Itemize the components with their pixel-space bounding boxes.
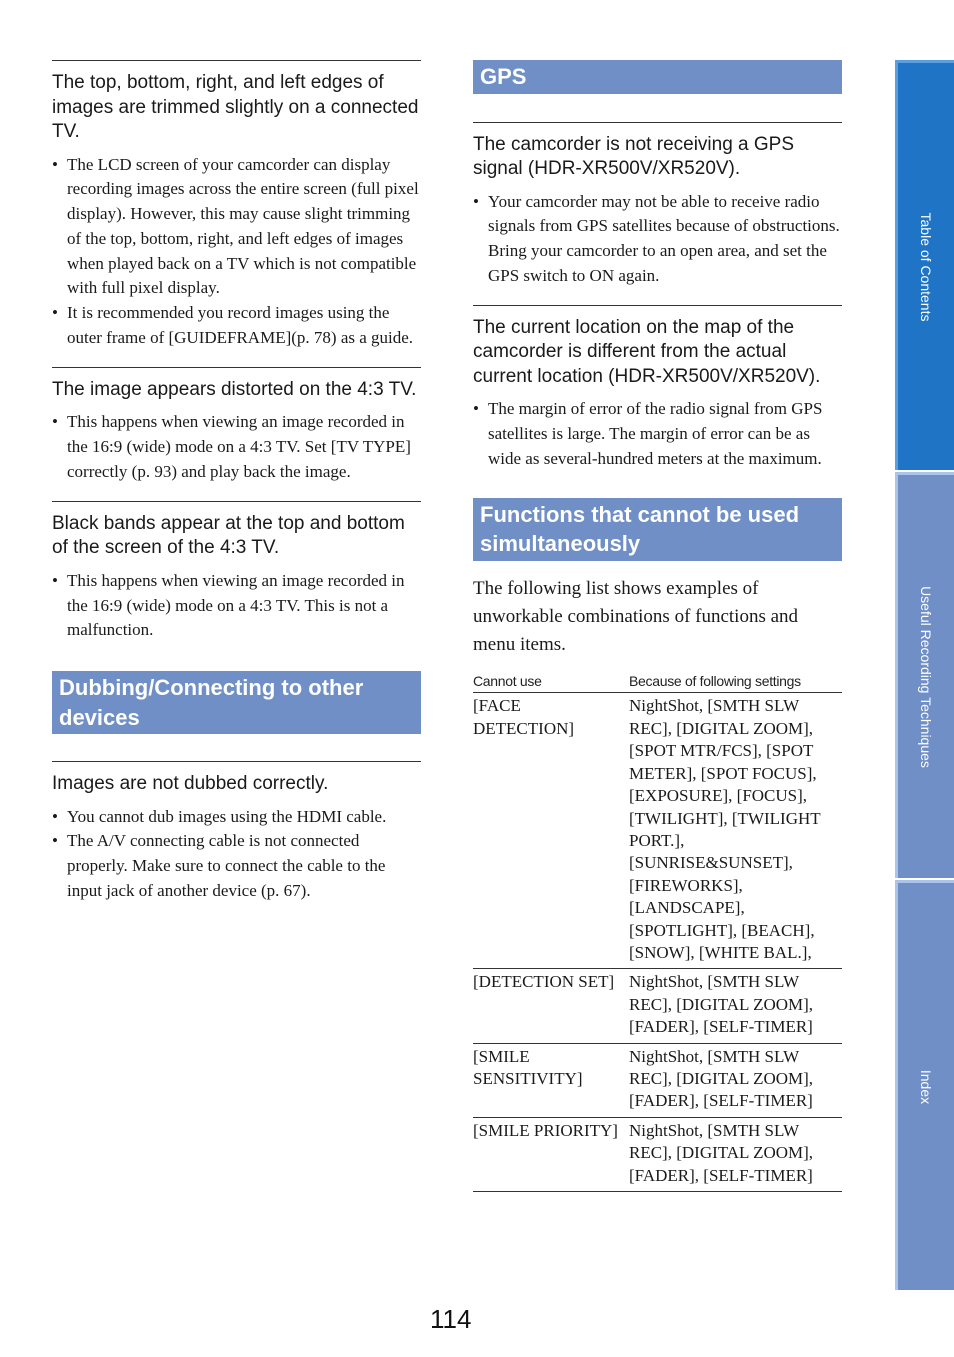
bullet-list bbox=[52, 410, 421, 484]
table-header-row bbox=[473, 673, 842, 693]
intro-paragraph: The following list shows examples of unworkable combinations of functions and menu items. bbox=[473, 577, 799, 656]
qa-gps-signal bbox=[473, 122, 842, 289]
qa-title: Images are not dubbed correctly. bbox=[52, 773, 329, 795]
tab-useful-recording-techniques[interactable] bbox=[895, 472, 954, 878]
table-cell: [SMILE SENSITIVITY] bbox=[473, 1043, 629, 1117]
qa-trimmed-edges bbox=[52, 60, 421, 351]
page-number: 114 bbox=[430, 1304, 472, 1334]
bullet-item: • You cannot dub images using the HDMI cable. bbox=[52, 805, 421, 830]
left-column bbox=[52, 60, 421, 920]
qa-gps-location bbox=[473, 305, 842, 472]
combinations-table bbox=[473, 673, 842, 1192]
table-cell: [SMILE PRIORITY] bbox=[473, 1117, 629, 1191]
table-cell: [FACE DETECTION] bbox=[473, 693, 629, 969]
bullet-item: • Your camcorder may not be able to receive radio signals from GPS satellites because of obstructions. Bring your camcorder to an open area, and set the GPS switch to ON again. bbox=[473, 190, 842, 289]
table-cell: NightShot, [SMTH SLW REC], [DIGITAL ZOOM], [FADER], [SELF-TIMER] bbox=[629, 1043, 842, 1117]
qa-title: Black bands appear at the top and bottom of the screen of the 4:3 TV. bbox=[52, 512, 405, 559]
tab-label: Table of Contents bbox=[918, 212, 934, 321]
qa-title: The image appears distorted on the 4:3 TV. bbox=[52, 378, 417, 400]
qa-title: The current location on the map of the camcorder is different from the actual current location (HDR-XR500V/XR520V). bbox=[473, 316, 821, 387]
bullet-list bbox=[52, 569, 421, 643]
tab-label: Useful Recording Techniques bbox=[918, 585, 934, 768]
column-header: Cannot use bbox=[473, 673, 629, 693]
qa-title: The camcorder is not receiving a GPS signal (HDR-XR500V/XR520V). bbox=[473, 133, 795, 179]
section-header-gps: GPS bbox=[473, 60, 842, 94]
bullet-item: • The A/V connecting cable is not connected properly. Make sure to connect the cable to the input jack of another device (p. 67). bbox=[52, 829, 421, 903]
bullet-item: • It is recommended you record images using the outer frame of [GUIDEFRAME](p. 78) as a guide. bbox=[52, 301, 421, 351]
bullet-item: • The margin of error of the radio signal from GPS satellites is large. The margin of error can be as wide as several-hundred meters at the maximum. bbox=[473, 397, 842, 471]
bullet-list bbox=[473, 397, 842, 471]
table-cell: [DETECTION SET] bbox=[473, 969, 629, 1043]
bullet-list bbox=[473, 190, 842, 289]
bullet-list bbox=[52, 153, 421, 351]
table-row bbox=[473, 1117, 842, 1191]
bullet-item: • This happens when viewing an image recorded in the 16:9 (wide) mode on a 4:3 TV. Set [TV TYPE] correctly (p. 93) and play back the image. bbox=[52, 410, 421, 484]
bullet-item: • The LCD screen of your camcorder can display recording images across the entire screen (full pixel display). However, this may cause slight trimming of the top, bottom, right, and left edges of images when played back on a TV which is not compatible with full pixel display. bbox=[52, 153, 421, 302]
tab-index[interactable] bbox=[895, 880, 954, 1290]
bullet-list bbox=[52, 805, 421, 904]
section-header-functions: Functions that cannot be used simultaneously bbox=[473, 498, 842, 561]
tab-label: Index bbox=[918, 1069, 934, 1104]
qa-black-bands bbox=[52, 501, 421, 643]
table-row bbox=[473, 1043, 842, 1117]
section-header-dubbing: Dubbing/Connecting to other devices bbox=[52, 671, 421, 734]
qa-title: The top, bottom, right, and left edges of images are trimmed slightly on a connected TV. bbox=[52, 72, 419, 142]
table-row bbox=[473, 693, 842, 969]
table-cell: NightShot, [SMTH SLW REC], [DIGITAL ZOOM], [FADER], [SELF-TIMER] bbox=[629, 969, 842, 1043]
bullet-item: • This happens when viewing an image recorded in the 16:9 (wide) mode on a 4:3 TV. This is not a malfunction. bbox=[52, 569, 421, 643]
table-cell: NightShot, [SMTH SLW REC], [DIGITAL ZOOM], [FADER], [SELF-TIMER] bbox=[629, 1117, 842, 1191]
column-header: Because of following settings bbox=[629, 673, 842, 693]
table-cell: NightShot, [SMTH SLW REC], [DIGITAL ZOOM], [SPOT MTR/FCS], [SPOT METER], [SPOT FOCUS], [EXPOSURE], [FOCUS], [TWILIGHT], [TWILIGHT PORT.], [SUNRISE&SUNSET], [FIREWORKS], [LANDSCAPE], [SPOTLIGHT], [BEACH], [SNOW], [WHITE BAL.], bbox=[629, 693, 842, 969]
qa-dubbing bbox=[52, 761, 421, 904]
table-row bbox=[473, 969, 842, 1043]
qa-distorted-image bbox=[52, 367, 421, 485]
right-column bbox=[473, 60, 842, 1192]
tab-table-of-contents[interactable] bbox=[895, 60, 954, 470]
